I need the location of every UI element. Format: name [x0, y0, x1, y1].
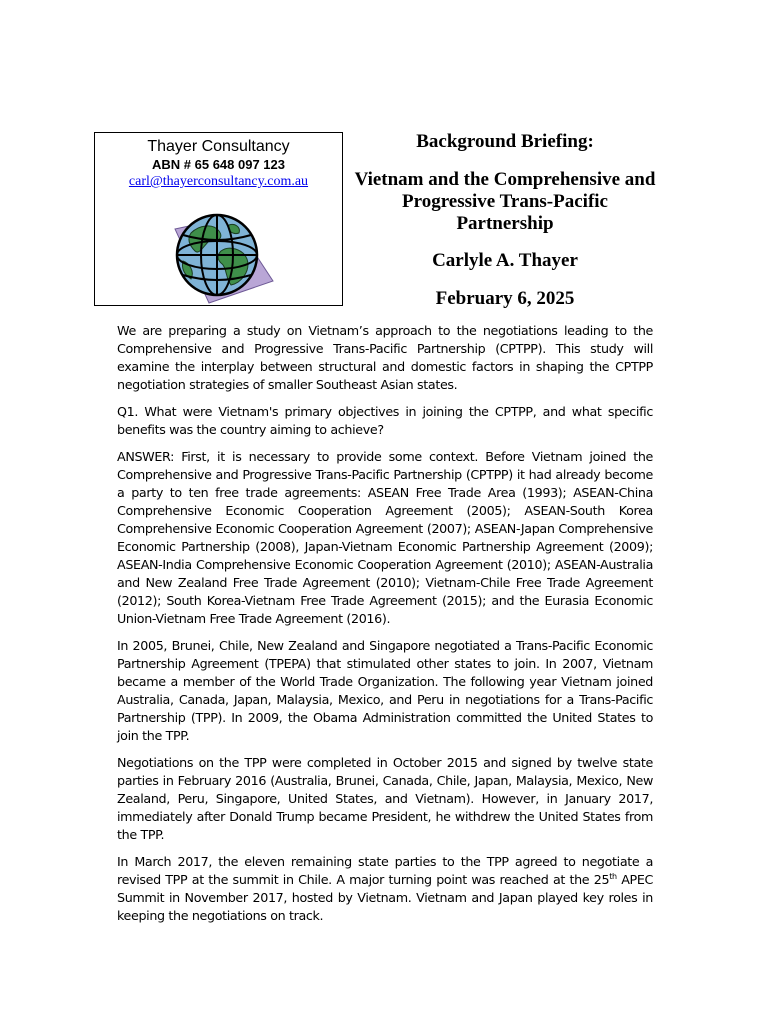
- email-link[interactable]: carl@thayerconsultancy.com.au: [128, 174, 309, 189]
- ordinal-suffix: th: [609, 871, 617, 881]
- document-date: February 6, 2025: [435, 288, 575, 309]
- answer-paragraph: [117, 853, 653, 925]
- answer-paragraph: ANSWER: First, it is necessary to provide some context. Before Vietnam joined the Comprehensive and Progressive Trans-Pacific Partnership (CPTPP) it had already become a party to ten free trade agreements: ASEAN Free Trade Area (1993); ASEAN-China Comprehensive Economic Cooperation Agreement (2005); ASEAN-South Korea Comprehensive Economic Cooperation Agreement (2007); ASEAN-Japan Comprehensive Economic Partnership (2008), Japan-Vietnam Economic Partnership Agreement (2009); ASEAN-India Comprehensive Economic Cooperation Agreement (2010); ASEAN-Australia and New Zealand Free Trade Agreement (2010); Vietnam-Chile Free Trade Agreement (2012); South Korea-Vietnam Free Trade Agreement (2015); and the Eurasia Economic Union-Vietnam Free Trade Agreement (2016).: [117, 449, 653, 626]
- answer-paragraph: Negotiations on the TPP were completed in October 2015 and signed by twelve state parties in February 2016 (Australia, Brunei, Canada, Chile, Japan, Malaysia, Mexico, New Zealand, Peru, Singapore, United States, and Vietnam). However, in January 2017, immediately after Donald Trump became President, he withdrew the United States from the TPP.: [117, 755, 653, 842]
- intro-paragraph: We are preparing a study on Vietnam’s approach to the negotiations leading to the Comprehensive and Progressive Trans-Pacific Partnership (CPTPP). This study will examine the interplay between structural and domestic factors in shaping the CPTPP negotiation strategies of smaller Southeast Asian states.: [117, 323, 653, 392]
- globe-icon: [169, 211, 279, 305]
- answer-paragraph: In 2005, Brunei, Chile, New Zealand and Singapore negotiated a Trans-Pacific Economic Partnership Agreement (TPEPA) that stimulated other states to join. In 2007, Vietnam became a member of the World Trade Organization. The following year Vietnam joined Australia, Canada, Japan, Malaysia, Mexico, and Peru in negotiations for a Trans-Pacific Partnership (TPP). In 2009, the Obama Administration committed the United States to join the TPP.: [117, 638, 653, 743]
- letterhead-box: [94, 132, 343, 306]
- answer-text: In March 2017, the eleven remaining state parties to the TPP agreed to negotiate a revised TPP at the summit in Chile. A major turning point was reached at the 25: [117, 854, 653, 887]
- author-name: Carlyle A. Thayer: [432, 250, 578, 271]
- abn-number: ABN # 65 648 097 123: [152, 157, 285, 172]
- company-name: Thayer Consultancy: [147, 138, 290, 155]
- briefing-label: Background Briefing:: [416, 131, 594, 152]
- document-title: Vietnam and the Comprehensive and Progressive Trans-Pacific Partnership: [354, 169, 656, 234]
- body-text: [117, 322, 653, 934]
- question-paragraph: Q1. What were Vietnam's primary objectives in joining the CPTPP, and what specific benefits was the country aiming to achieve?: [117, 404, 653, 437]
- answer-text: APEC Summit in November 2017, hosted by Vietnam. Vietnam and Japan played key roles in keeping the negotiations on track.: [117, 872, 653, 923]
